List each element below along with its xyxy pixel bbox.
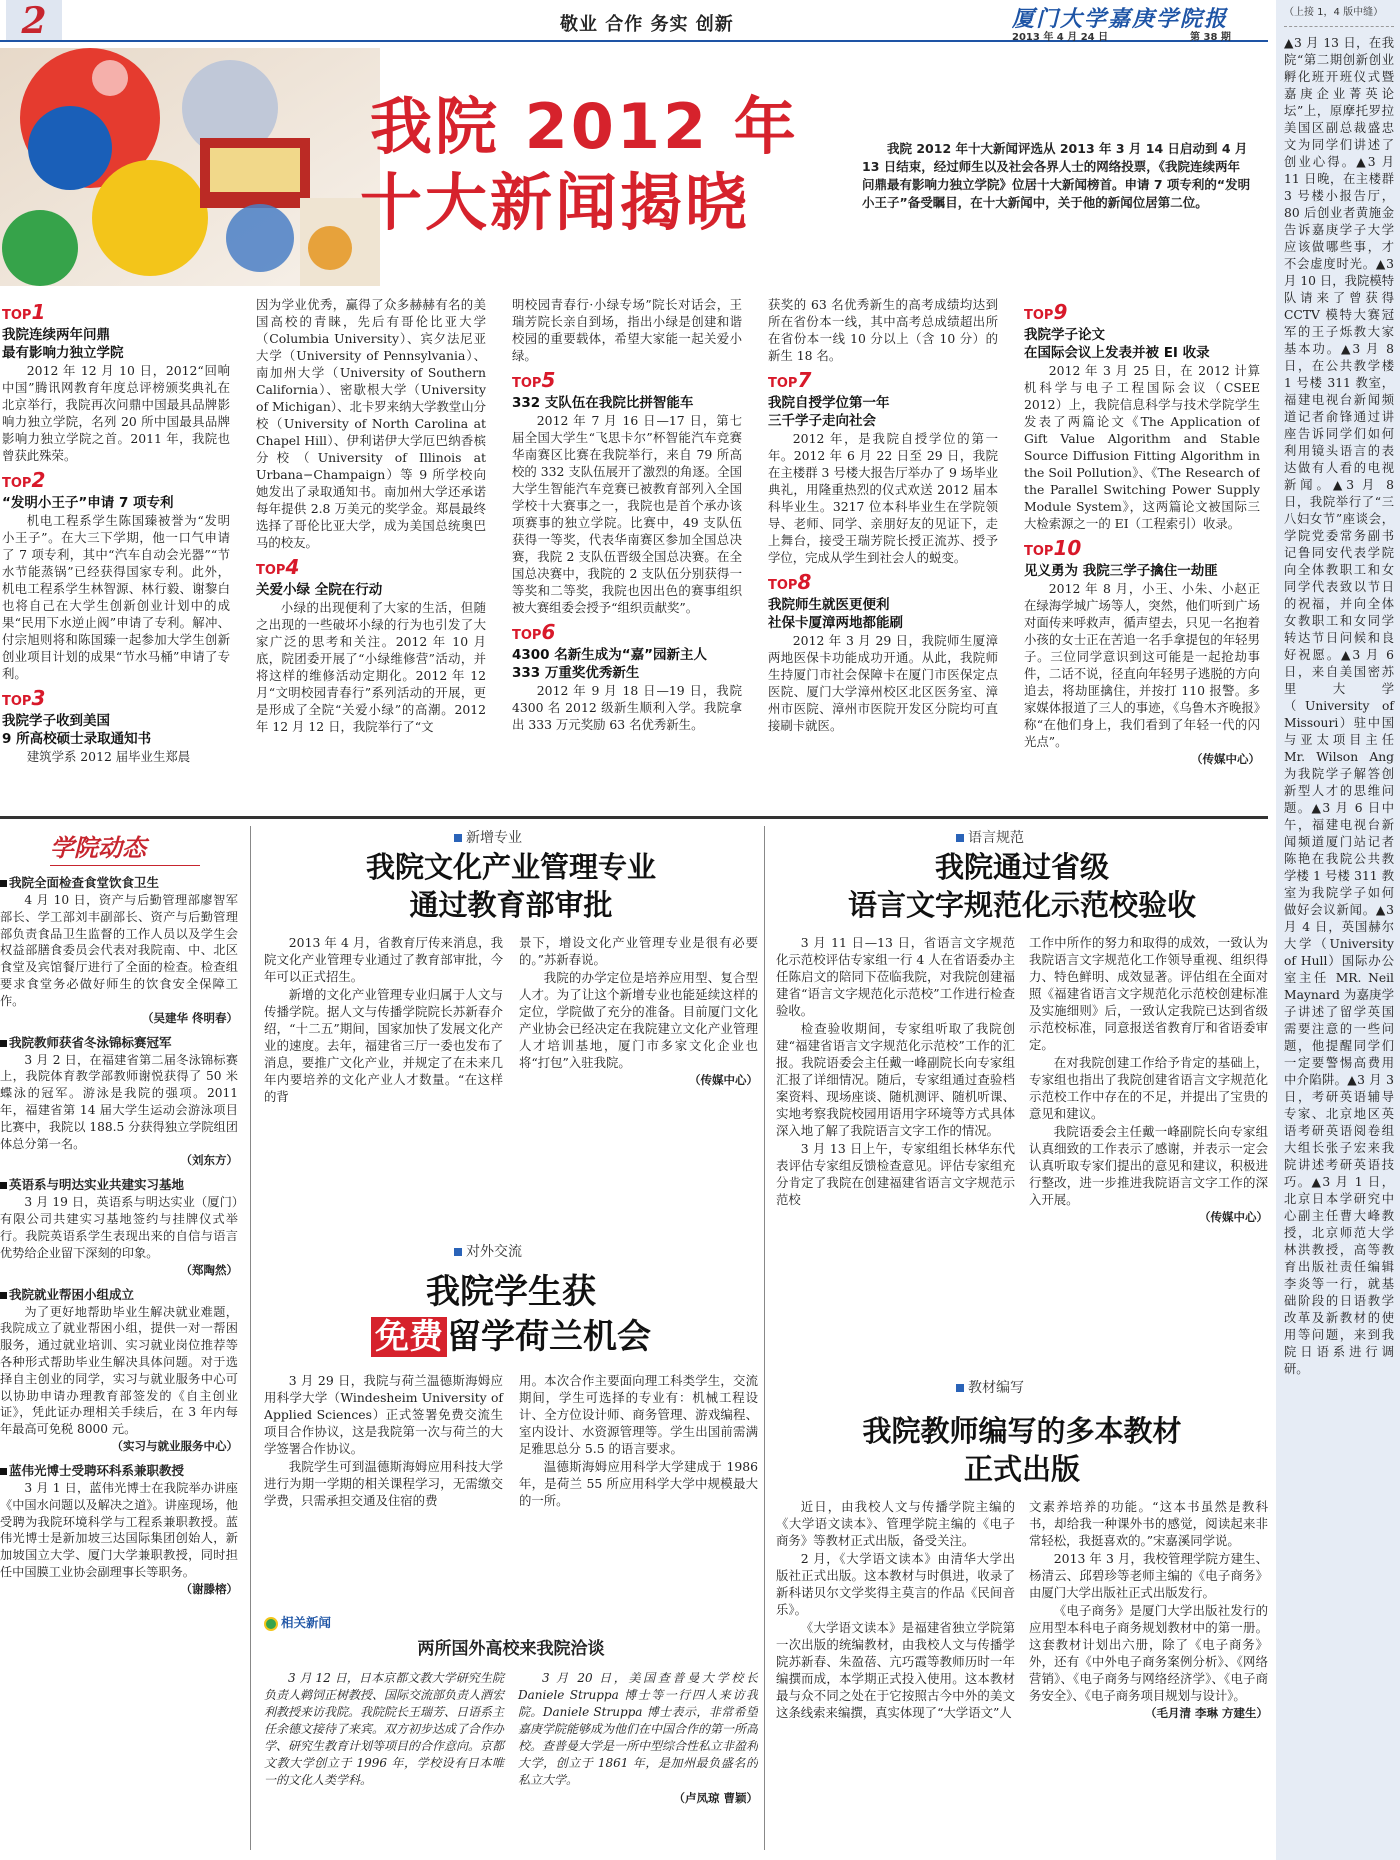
- article-text: 3 月 11 日—13 日，省语言文字规范化示范校评估专家组一行 4 人在省语委办主任陈启文的陪同下莅临我院，对我院创建福建省“语言文字规范化示范校”工作进行检查验收。: [776, 935, 1015, 1018]
- article-title: 我院学生获: [426, 1272, 596, 1312]
- article-title: 我院文化产业管理专业: [365, 850, 656, 884]
- article-text: 检查验收期间，专家组听取了我院创建“福建省语言文字规范化示范校”工作的汇报。我院语委会主任戴一峰副院长向专家组汇报了详细情况。随后，专家组通过查验档案资料、现场座谈、随机测评、随机听课、实地考察我院校园用语用字环境等方式具体深入地了解了我院语言文字工作的情况。: [776, 1021, 1015, 1138]
- page-number: 2: [6, 0, 62, 40]
- news-text: 2012 年，是我院自授学位的第一年。2012 年 6 月 22 日至 29 日，我院在主楼群 3 号楼大报告厅举办了 9 场毕业典礼，用隆重热烈的仪式欢送 2012 届本科毕业生。3217 位本科毕业生在学院领导、老师、同学、亲朋好友的见证下，走上舞台，接受王瑞芳院长授正流苏、授予学位，完成从学生到社会人的蜕变。: [768, 431, 998, 565]
- article-text: 在对我院创建工作给予肯定的基础上，专家组也指出了我院创建省语言文字规范化示范校工作中存在的不足，并提出了宝贵的意见和建议。: [1029, 1055, 1268, 1121]
- rank-badge: TOP3: [2, 686, 46, 710]
- article-text: 新增的文化产业管理专业归属于人文与传播学院。据人文与传播学院院长苏新春介绍，“十二五”期间，国家加快了发展文化产业的速度。去年，福建省三厅一委也发布了消息，要推广文化产业，并规定了在未来几年内要培养的文化产业人才数量。“在这样的背: [264, 987, 503, 1104]
- bullet-icon: [0, 880, 7, 887]
- source-credit: （传媒中心）: [1191, 752, 1260, 766]
- article-title: 我院通过省级: [934, 850, 1109, 884]
- culture-article: [264, 828, 758, 1238]
- article-text: 2 月，《大学语文读本》由清华大学出版社正式出版。这本教材与时俱进，收录了新科诺贝尔文学奖得主莫言的作品《民间音乐》。: [776, 1551, 1015, 1617]
- news-text: 机电工程系学生陈国臻被誉为“发明小王子”。在大三下学期，他一口气申请了 7 项专利，其中“汽车自动会光器”“节水节能蒸锅”已经获得国家专利。此外，机电工程系学生林智源、林行毅、谢黎白也将自己在大学生创新创业计划中的成果“民用下水逆止阀”申请了专利。解冲、付宗旭则将和陈国臻一起参加大学生创新创业项目计划的成果“节水马桶”申请了专利。: [2, 513, 230, 681]
- article-text: 温德斯海姆应用科学大学建成于 1986 年，是荷兰 55 所应用科学大学中规模最大的一所。: [519, 1459, 758, 1508]
- source-credit: （卢凤琼 曹颖）: [673, 1791, 758, 1805]
- article-title: 我院教师编写的多本教材: [862, 1414, 1182, 1448]
- news-text: 2012 年 12 月 10 日，2012“回响中国”腾讯网教育年度总评榜颁奖典礼在北京举行，我院再次问鼎中国最具品牌影响力独立学院，名列 20 所中国最具品牌影响力独立学院之首。2011 年，我院也曾获此殊荣。: [2, 363, 230, 463]
- rank-badge: TOP1: [2, 300, 46, 324]
- lead-image: [0, 48, 380, 286]
- news-text: 建筑学系 2012 届毕业生郑晨: [26, 749, 191, 764]
- headline: 在国际会议上发表并被 EI 收录: [1024, 345, 1210, 361]
- item-text: 3 月 1 日，蓝伟光博士在我院举办讲座《中国水问题以及解决之道》。讲座现场，他受聘为我院环境科学与工程系兼职教授。蓝伟光博士是新加坡三达国际集团创始人，新加坡国立大学、厦门大学兼职教授，同时担任中国膜工业协会副理事长等职务。: [0, 1480, 238, 1579]
- news-text: 2012 年 7 月 16 日—17 日，第七届全国大学生“飞思卡尔”杯智能汽车竞赛华南赛区比赛在我院举行，来自 79 所高校的 332 支队伍展开了激烈的角逐。全国大学生智能汽车竞赛已被教育部列入全国学校十大赛事之一，我院也是首个承办该项赛事的独立学院。比赛中，49 支队伍获得一等奖，代表华南赛区参加全国总决赛，我院 2 支队伍晋级全国总决赛。在全国总决赛中，我院的 2 支队伍分别获得一等奖和二等奖，我院也因出色的赛事组织被大赛组委会授予“组织贡献奖”。: [512, 413, 742, 615]
- netherlands-article: [264, 1242, 758, 1608]
- headline: 332 支队伍在我院比拼智能车: [512, 395, 694, 411]
- lead-intro: 我院 2012 年十大新闻评选从 2013 年 3 月 14 日启动到 4 月 13 日结束，经过师生以及社会各界人士的网络投票，《我院连续两年问鼎最有影响力独立学院》位居十大新闻榜首。申请 7 项专利的“发明小王子”备受瞩目，在十大新闻中，关于他的新闻位居第二位。: [862, 141, 1251, 210]
- article-text: 3 月 29 日，我院与荷兰温德斯海姆应用科学大学（Windesheim University of Applied Sciences）正式签署免费交流生项目合作协议，这是我院第一次与荷兰的大学签署合作协议。: [264, 1373, 503, 1456]
- issue-date: 2013 年 4 月 24 日: [1012, 32, 1109, 43]
- article-title: 通过教育部审批: [409, 888, 613, 922]
- divider: [764, 826, 765, 1850]
- related-news-text: 3 月 20 日，美国查普曼大学校长 Daniele Struppa 博士等一行四人来访我院。Daniele Struppa 博士表示，非常希望嘉庚学院能够成为他们在中国合作的第一所高校。查普曼大学是一所中型综合性私立非盈利大学，创立于 1861 年，是加州最负盛名的私立大学。: [518, 1671, 758, 1787]
- lead-title-line2: 十大新闻揭晓: [360, 166, 751, 239]
- textbook-article: [776, 1378, 1268, 1854]
- headline: 我院自授学位第一年: [768, 395, 890, 411]
- item-text: 4 月 10 日，资产与后勤管理部廖智军部长、学工部刘丰副部长、资产与后勤管理部负责食品卫生监督的工作人员以及学生会权益部膳食委员会代表对我院南、中、北区食堂及宾馆餐厅进行了全面的检查。检查组要求食堂务必做好师生的饮食安全保障工作。: [0, 893, 238, 1008]
- headline: 我院学子收到美国: [2, 713, 110, 729]
- news-text: 2012 年 9 月 18 日—19 日，我院 4300 名 2012 级新生顺利入学。我院拿出 333 万元奖励 63 名优秀新生。: [512, 683, 742, 732]
- headline: 9 所高校硕士录取通知书: [2, 731, 152, 747]
- article-title: 语言文字规范化示范校验收: [847, 888, 1196, 922]
- divider: [250, 826, 251, 1850]
- source-credit: （实习与就业服务中心）: [111, 1438, 238, 1453]
- article-text: 文素养培养的功能。“这本书虽然是教科书，却给我一种课外书的感觉，阅读起来非常轻松，我挺喜欢的。”宋嘉溪同学说。: [1029, 1499, 1268, 1548]
- sidebar: [1276, 0, 1400, 1860]
- headline: 三千学子走向社会: [768, 413, 876, 429]
- headline: 社保卡厦漳两地都能刷: [768, 615, 903, 631]
- news-column-4: [768, 296, 998, 808]
- lead-title-line1: 我院 2012 年: [370, 90, 799, 163]
- section-label: 教材编写: [956, 1378, 1268, 1398]
- news-text: 2012 年 8 月，小王、小朱、小赵正在绿海学城广场等人，突然，他们听到广场对面传来呼救声，循声望去，只见一名抱着小孩的女士正在苦追一名手拿提包的年轻男子。三位同学意识到这可能是一起抢劫事件，二话不说，径直向年轻男子逃脱的方向追去，将劫匪擒住，并按打 110 报警。多家媒体报道了三人的事迹，《乌鲁木齐晚报》称“在他们身上，我们看到了年轻一代的闪光点”。: [1024, 581, 1260, 749]
- page-header: [0, 0, 1268, 42]
- free-highlight: 免费: [371, 1317, 447, 1357]
- article-text: 用。本次合作主要面向理工科类学生，交流期间，学生可选择的专业有：机械工程设计、全方位设计师、商务管理、游戏编程、室内设计、水资源管理等。学生出国前需满足雅思总分 5.5 的语言要求。: [519, 1373, 758, 1456]
- news-text: 2012 年 3 月 29 日，我院师生厦漳两地医保卡功能成功开通。从此，我院师生持厦门市社会保障卡在厦门市医保定点医院、厦门大学漳州校区北区医务室、漳州市医院、漳州市医院开发区分院均可直接刷卡就医。: [768, 633, 998, 733]
- related-news: [264, 1614, 758, 1854]
- headline: 我院连续两年问鼎: [2, 327, 110, 343]
- item-text: 为了更好地帮助毕业生解决就业难题，我院成立了就业帮困小组，提供一对一帮困服务，通过就业培训、实习就业岗位推荐等各种形式帮助毕业生解决具体问题。对于选择自主创业的同学，实习与就业服务中心可以协助申请办理教育部签发的《自主创业证》，凭此证办理相关手续后，在 3 年内每年最高可免税 8000 元。: [0, 1304, 238, 1437]
- news-text: 小绿的出现便利了大家的生活，但随之出现的一些破坏小绿的行为也引发了大家广泛的思考和关注。2012 年 10 月底，院团委开展了“小绿维修营”活动，并将这样的维修活动定期化。2012 年 12 月“文明校园青春行”系列活动的开展，更是形成了全院“关爱小绿”的高潮。2012 年 12 月 12 日，我院举行了“文: [256, 600, 486, 734]
- source-credit: （毛月清 李琳 方建生）: [1144, 1706, 1268, 1720]
- article-text: 我院的办学定位是培养应用型、复合型人才。为了让这个新增专业也能延续这样的定位，学院做了充分的准备。目前厦门文化产业协会已经决定在我院建立文化产业管理人才培训基地，厦门市多家文化企业也将“打包”入驻我院。: [519, 970, 758, 1070]
- article-text: 2013 年 3 月，我校管理学院方建生、杨清云、邱碧珍等老师主编的《电子商务》由厦门大学出版社正式出版发行。: [1029, 1551, 1268, 1600]
- sidebar-continued: （上接 1，4 版中缝）: [1284, 6, 1394, 27]
- news-column-5: [1024, 296, 1260, 808]
- rank-badge: TOP5: [512, 368, 556, 392]
- rank-badge: TOP9: [1024, 300, 1068, 324]
- item-heading: 我院就业帮困小组成立: [0, 1286, 238, 1304]
- rank-badge: TOP4: [256, 555, 300, 579]
- campus-news-column: [0, 826, 238, 1860]
- article-text: 3 月 13 日上午，专家组组长林华东代表评估专家组反馈检查意见。评估专家组充分肯定了我院在创建福建省语言文字规范示范校: [776, 1141, 1015, 1207]
- article-title: 正式出版: [963, 1452, 1080, 1486]
- masthead: 厦门大学嘉庚学院报: [1012, 6, 1229, 32]
- news-text: 2012 年 3 月 25 日，在 2012 计算机科学与电子工程国际会议（CSEE 2012）上，我院信息科学与技术学院学生发表了两篇论文《The Application of Gift Value Algorithm and Stable Source Diffusion Fitting Algorithm in the Soil Pollution》、《The Research of the Parallel Switching Power Supply Module System》，这两篇论文被国际三大检索源之一的 EI（工程索引）收录。: [1024, 363, 1260, 531]
- news-column-2: [256, 296, 486, 808]
- language-article: [776, 828, 1268, 1368]
- article-text: 近日，由我校人文与传播学院主编的《大学语文读本》、管理学院主编的《电子商务》等教材正式出版，备受关注。: [776, 1499, 1015, 1548]
- article-text: 景下，增设文化产业管理专业是很有必要的。”苏新春说。: [519, 935, 758, 967]
- source-credit: （谢滕榕）: [180, 1581, 238, 1596]
- news-text: 因为学业优秀，赢得了众多赫赫有名的美国高校的青睐，先后有哥伦比亚大学（Columbia University）、宾夕法尼亚大学（University of Pennsylvania）、南加州大学（University of Southern California）、密歇根大学（University of Michigan）、北卡罗来纳大学教堂山分校（University of North Carolina at Chapel Hill）、伊利诺伊大学厄巴纳香槟分校（University of Illinois at Urbana−Champaign）等 9 所学校向她发出了录取通知书。南加州大学还承诺每年提供 2.8 万美元的奖学金。郑晨最终选择了哥伦比亚大学，成为美国总统奥巴马的校友。: [256, 297, 486, 550]
- rank-badge: TOP10: [1024, 536, 1082, 560]
- bullet-icon: [0, 1292, 7, 1299]
- related-news-title: 两所国外高校来我院洽谈: [417, 1639, 605, 1659]
- headline: 最有影响力独立学院: [2, 345, 124, 361]
- source-credit: （郑陶然）: [180, 1262, 238, 1277]
- item-heading: 英语系与明达实业共建实习基地: [0, 1176, 238, 1194]
- item-heading: 我院全面检查食堂饮食卫生: [0, 874, 238, 892]
- headline: 见义勇为 我院三学子擒住一劫匪: [1024, 563, 1218, 579]
- source-credit: （刘东方）: [180, 1153, 238, 1168]
- headline: 我院师生就医更便利: [768, 597, 890, 613]
- article-text: 《电子商务》是厦门大学出版社发行的应用型本科电子商务规划教材中的第一册。这套教材计划出六册，除了《电子商务》外，还有《中外电子商务案例分析》、《网络营销》、《电子商务与网络经济学》、《电子商务安全》、《电子商务项目规划与设计》。: [1029, 1603, 1268, 1703]
- news-column-1: [2, 296, 230, 808]
- item-text: 3 月 2 日，在福建省第二届冬泳锦标赛上，我院体育教学部教师谢悦获得了 50 米蝶泳的冠军。游泳是我院的强项。2011 年，福建省第 14 届大学生运动会游泳项目比赛中，我院以 188.5 分获得独立学院组团体总分第一名。: [0, 1052, 238, 1151]
- article-title: 免费 留学荷兰机会: [264, 1314, 758, 1360]
- section-label: 新增专业: [454, 828, 758, 848]
- divider: [0, 816, 1268, 819]
- rank-badge: TOP7: [768, 368, 812, 392]
- article-text: 2013 年 4 月，省教育厅传来消息，我院文化产业管理专业通过了教育部审批，今年可以正式招生。: [264, 935, 503, 984]
- sidebar-text: ▲3 月 13 日，在我院“第二期创新创业孵化班开班仪式暨嘉庚企业菁英论坛”上，原摩托罗拉美国区副总裁盛忠文为同学们讲述了创业心得。▲3 月 11 日晚，在主楼群 3 号楼小报告厅，80 后创业者黄施金告诉嘉庚学子大学应该做哪些事，才不会虚度时光。▲3 月 10 日，我院模特队请来了曾获得 CCTV 模特大赛冠军的王子烁教大家基本功。▲3 月 8 日，在公共教学楼 1 号楼 311 教室，福建电视台新闻频道记者俞锋通过讲座告诉同学们如何利用镜头语言的表达做有人看的电视新闻。▲3 月 8 日，我院举行了“三八妇女节”座谈会，学院党委常务副书记鲁同安代表学院向全体教职工和女同学代表致以节日的祝福，并向全体女教职工和女同学转达节日问候和良好祝愿。▲3 月 6 日，来自美国密苏里大学（University of Missouri）驻中国与亚太项目主任 Mr. Wilson Ang 为我院学子解答创新型人才的思维问题。▲3 月 6 日中午，福建电视台新闻频道厦门站记者陈艳在我院公共教学楼 1 号楼 311 教室为我院学子如何做好会议新闻。▲3 月 4 日，英国赫尔大学（University of Hull）国际办公室主任 MR. Neil Maynard 为嘉庚学子讲述了留学英国需要注意的一些问题，他提醒同学们一定要警惕高费用中介陷阱。▲3 月 3 日，考研英语辅导专家、北京地区英语考研英语阅卷组大组长张子宏来我院讲述考研英语技巧。▲3 月 1 日，北京日本学研究中心副主任曹大峰教授，北京师范大学林洪教授，高等教育出版社责任编辑李炎等一行，就基础阶段的日语教学改革及新教材的使用等问题，来到我院日语系进行调研。: [1284, 36, 1394, 1376]
- bullet-icon: [0, 1182, 7, 1189]
- article-text: 工作中所作的努力和取得的成效，一致认为我院语言文字规范化工作领导重视、组织得力、特色鲜明、成效显著。评估组在全面对照《福建省语言文字规范化示范校创建标准及实施细则》后，一致认定我院已达到省级示范校标准，同意报送省教育厅和省语委审定。: [1029, 935, 1268, 1052]
- headline: 4300 名新生成为“嘉”园新主人: [512, 647, 708, 663]
- headline: 关爱小绿 全院在行动: [256, 582, 383, 598]
- news-text: 获奖的 63 名优秀新生的高考成绩均达到所在省份本一线，其中高考总成绩超出所在省份本一线 10 分以上（含 10 分）的新生 18 名。: [768, 297, 998, 363]
- article-text: 我院学生可到温德斯海姆应用科技大学进行为期一学期的相关课程学习，无需缴交学费，只需承担交通及住宿的费: [264, 1459, 503, 1508]
- section-label: 语言规范: [956, 828, 1268, 848]
- source-credit: （传媒中心）: [1199, 1210, 1268, 1224]
- related-news-label: 相关新闻: [264, 1614, 758, 1632]
- item-text: 3 月 19 日，英语系与明达实业（厦门）有限公司共建实习基地签约与挂牌仪式举行。我院英语系学生表现出来的自信与语言优势给企业留下深刻的印象。: [0, 1195, 238, 1260]
- bullet-icon: [0, 1468, 7, 1475]
- event-collage-image: [0, 48, 380, 286]
- article-text: 我院语委会主任戴一峰副院长向专家组认真细致的工作表示了感谢，并表示一定会认真听取专家们提出的意见和建议，积极进行整改，进一步推进我院语言文字工作的深入开展。: [1029, 1124, 1268, 1207]
- bullet-icon: [0, 1040, 7, 1047]
- item-heading: 蓝伟光博士受聘环科系兼职教授: [0, 1462, 238, 1480]
- rank-badge: TOP2: [2, 468, 46, 492]
- item-heading: 我院教师获省冬泳锦标赛冠军: [0, 1034, 238, 1052]
- headline: “发明小王子”申请 7 项专利: [2, 495, 174, 511]
- motto: 敬业 合作 务实 创新: [560, 14, 734, 35]
- section-label: 对外交流: [454, 1242, 758, 1262]
- news-text: 明校园青春行·小绿专场”院长对话会，王瑞芳院长亲自到场，指出小绿是创建和谐校园的重要载体，希望大家能一起关爱小绿。: [512, 297, 742, 363]
- source-credit: （吴建华 佟明春）: [141, 1010, 238, 1025]
- source-credit: （传媒中心）: [689, 1073, 758, 1087]
- article-text: 《大学语文读本》是福建省独立学院第一次出版的统编教材，由我校人文与传播学院苏新春、朱盈蓓、亢巧霞等教师历时一年编撰而成，本学期正式投入使用。这本教材最与众不同之处在于它按照古今中外的美文这条线索来编撰，真实体现了“大学语文”人: [776, 1620, 1015, 1720]
- campus-news-title: 学院动态: [50, 828, 200, 866]
- headline: 333 万重奖优秀新生: [512, 665, 640, 681]
- related-news-text: 3 月 12 日，日本京都文教大学研究生院负责人鹈饲正树教授、国际交流部负责人酒宏利教授来访我院。我院院长王瑞芳、日语系主任余德文接待了来宾。双方初步达成了合作办学、研究生教育计划等项目的合作意向。京都文教大学创立于 1996 年，学校设有日本唯一的文化人类学科。: [264, 1671, 505, 1787]
- rank-badge: TOP8: [768, 570, 812, 594]
- globe-icon: [264, 1617, 278, 1631]
- news-column-3: [512, 296, 742, 808]
- rank-badge: TOP6: [512, 620, 556, 644]
- issue-number: 第 38 期: [1190, 32, 1231, 43]
- headline: 我院学子论文: [1024, 327, 1105, 343]
